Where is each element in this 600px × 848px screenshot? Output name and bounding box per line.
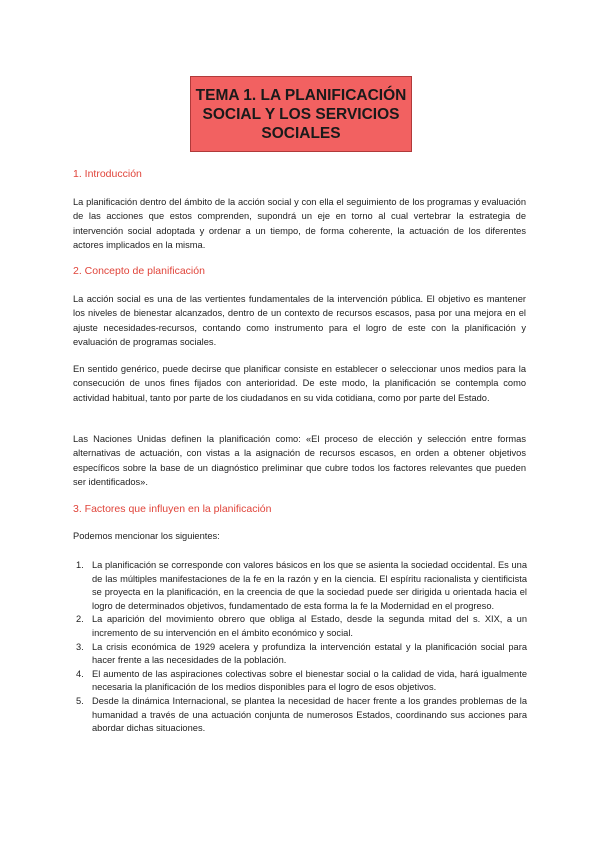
list-item: 1. La planificación se corresponde con valores básicos en los que se asienta la sociedad occidental. Es una de las múltiples manifestaciones de la fe en la razón y en la ciencia. El espíritu racionalista y cientificista se proyecta en la planificación, en la creencia de que la sociedad puede ser dirigida u orientada hacia el logro de determinados objetivos, fundamentado de esta forma la fe la Modernidad en el progreso. (76, 560, 527, 611)
list-item: 3. La crisis económica de 1929 acelera y profundiza la intervención estatal y la planificación social para hacer frente a las necesidades de la población. (76, 641, 527, 666)
section-heading-factores: 3. Factores que influyen en la planificación (73, 503, 272, 515)
title-line-1: TEMA 1. LA PLANIFICACIÓN (195, 86, 407, 104)
paragraph-concepto-2: En sentido genérico, puede decirse que planificar consiste en establecer o seleccionar unos medios para la consecución de unos fines fijados con anterioridad. De este modo, la planificación se contempla como actividad habitual, tanto por parte de los ciudadanos en su vida cotidiana, como por parte del Estado. (73, 364, 526, 403)
title-box (190, 76, 412, 152)
paragraph-concepto-3: Las Naciones Unidas definen la planificación como: «El proceso de elección y selección entre formas alternativas de actuación, con vistas a la asignación de recursos escasos, en orden a obtener objetivos específicos sobre la base de un diagnóstico preliminar que cubre todos los factores relevantes que pueden ser identificados». (73, 434, 526, 488)
list-item: 2. La aparición del movimiento obrero que obliga al Estado, desde la segunda mitad del s. XIX, a un incremento de su intervención en el ámbito económico y social. (76, 614, 527, 638)
title-line-3: SOCIALES (261, 124, 341, 142)
paragraph-concepto-1: La acción social es una de las vertientes fundamentales de la intervención pública. El objetivo es mantener los niveles de bienestar alcanzados, dentro de un contexto de recursos escasos, pasa por una mejora en el ajuste necesidades-recursos, contando como instrumento para el logro de este con la planificación y evaluación de programas sociales. (73, 294, 526, 348)
title-line-2: SOCIAL Y LOS SERVICIOS (202, 105, 400, 123)
list-item: 4. El aumento de las aspiraciones colectivas sobre el bienestar social o la calidad de vida, hará igualmente necesaria la planificación de los medios disponibles para el logro de esos objetivos. (76, 668, 527, 693)
paragraph-introduccion: La planificación dentro del ámbito de la acción social y con ella el seguimiento de los programas y evaluación de las acciones que estos comprenden, supondrá un eje en torno al cual vertebrar la estrategia de intervención social adoptada y ordenar a un tiempo, de forma coherente, la actuación de los diferentes actores implicados en la misma. (73, 197, 526, 251)
factors-list (73, 559, 527, 736)
section-heading-introduccion: 1. Introducción (73, 168, 142, 180)
section-heading-concepto: 2. Concepto de planificación (73, 265, 205, 277)
factors-intro: Podemos mencionar los siguientes: (73, 531, 220, 541)
list-item: 5. Desde la dinámica Internacional, se plantea la necesidad de hacer frente a los grandes problemas de la humanidad a través de una actuación conjunta de numerosos Estados, coordinando sus acciones para abordar dichas situaciones. (76, 695, 527, 734)
